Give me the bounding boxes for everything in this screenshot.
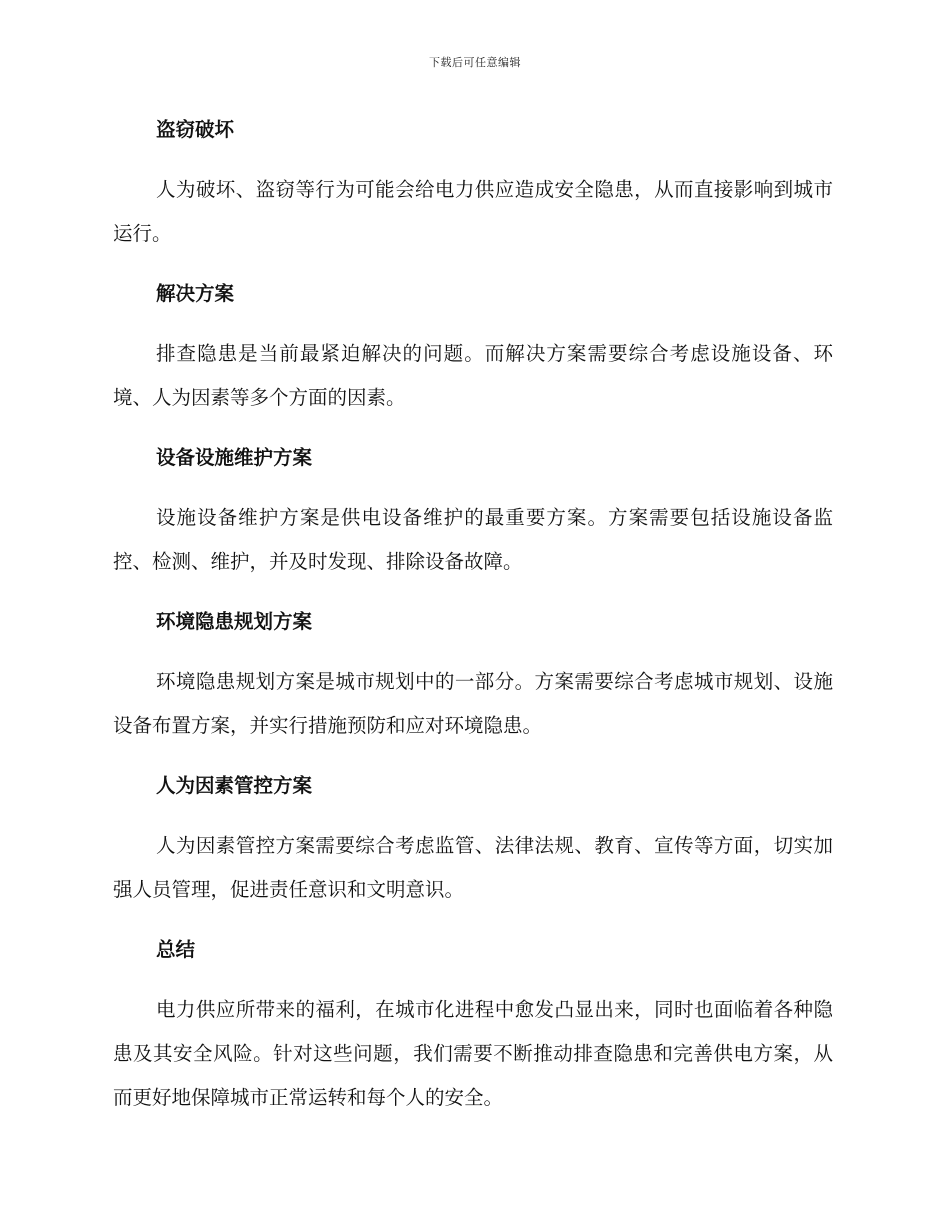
- section-heading-facility-maintenance: 设备设施维护方案: [156, 446, 313, 469]
- document-body: [113, 110, 833, 1138]
- section-heading-summary: 总结: [156, 938, 196, 961]
- section-paragraph-human-factors: 人为因素管控方案需要综合考虑监管、法律法规、教育、宣传等方面，切实加强人员管理，促进责任意识和文明意识。: [113, 834, 833, 901]
- page-header: 下载后可任意编辑: [429, 56, 521, 69]
- section-heading-solutions: 解决方案: [156, 282, 235, 305]
- section-paragraph-solutions: 排查隐患是当前最紧迫解决的问题。而解决方案需要综合考虑设施设备、环境、人为因素等多个方面的因素。: [113, 342, 833, 409]
- section-heading-human-factors: 人为因素管控方案: [156, 774, 313, 797]
- section-paragraph-environment-planning: 环境隐患规划方案是城市规划中的一部分。方案需要综合考虑城市规划、设施设备布置方案，并实行措施预防和应对环境隐患。: [113, 670, 833, 737]
- section-paragraph-summary: 电力供应所带来的福利，在城市化进程中愈发凸显出来，同时也面临着各种隐患及其安全风险。针对这些问题，我们需要不断推动排查隐患和完善供电方案，从而更好地保障城市正常运转和每个人的安全。: [113, 998, 833, 1109]
- section-paragraph-theft: 人为破坏、盗窃等行为可能会给电力供应造成安全隐患，从而直接影响到城市运行。: [113, 178, 833, 245]
- section-paragraph-facility-maintenance: 设施设备维护方案是供电设备维护的最重要方案。方案需要包括设施设备监控、检测、维护，并及时发现、排除设备故障。: [113, 506, 833, 573]
- section-heading-environment-planning: 环境隐患规划方案: [156, 610, 313, 633]
- section-heading-theft: 盗窃破坏: [156, 118, 235, 141]
